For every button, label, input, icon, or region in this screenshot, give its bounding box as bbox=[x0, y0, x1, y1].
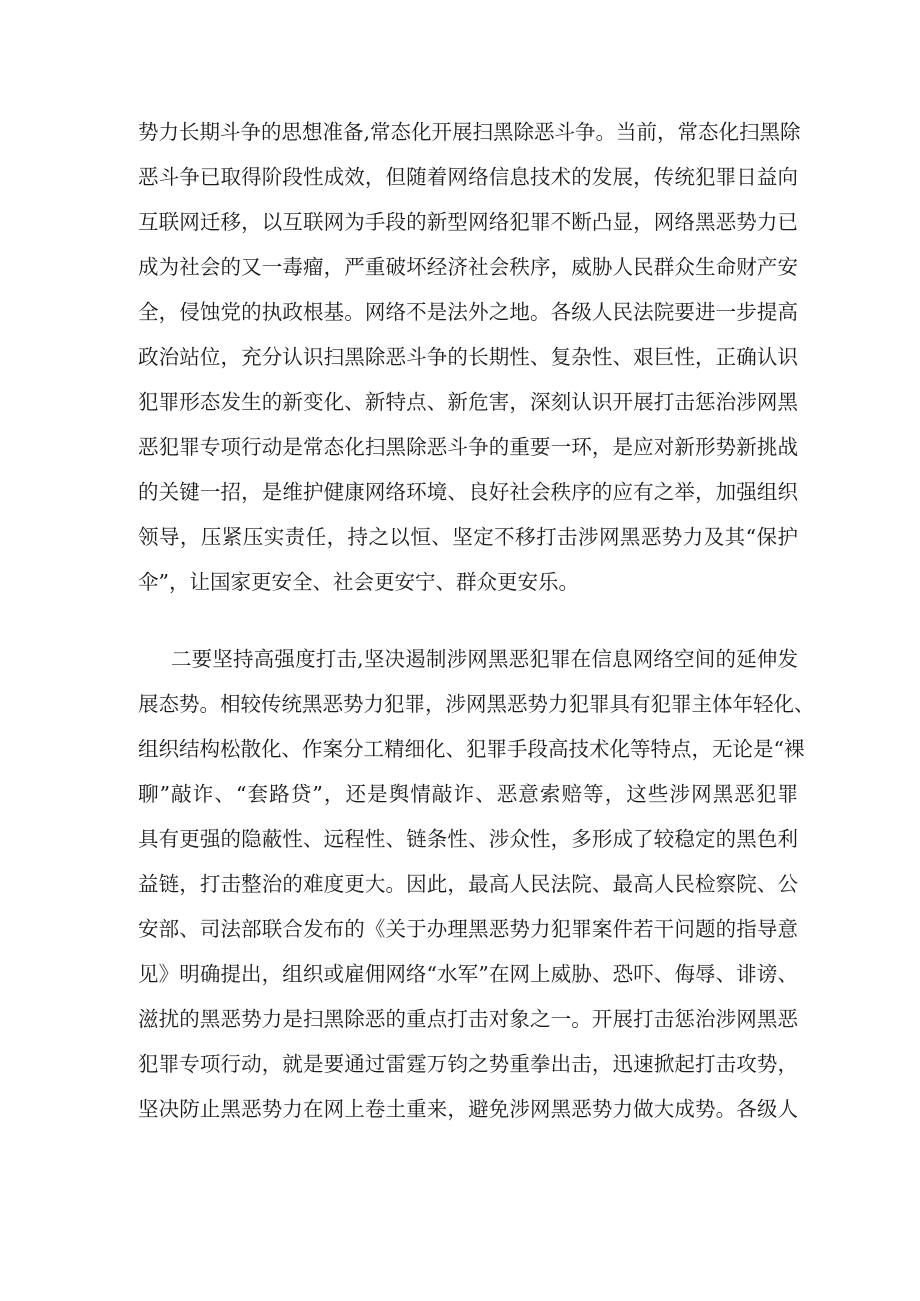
paragraph-line: 互联网迁移，以互联网为手段的新型网络犯罪不断凸显，网络黑恶势力已 bbox=[138, 210, 798, 234]
paragraph-line: 滋扰的黑恶势力是扫黑除恶的重点打击对象之一。开展打击惩治涉网黑恶 bbox=[138, 1007, 798, 1031]
paragraph-line: 坚决防止黑恶势力在网上卷土重来，避免涉网黑恶势力做大成势。各级人 bbox=[138, 1097, 798, 1121]
paragraph-2 bbox=[138, 637, 815, 1132]
paragraph-line: 益链，打击整治的难度更大。因此，最高人民法院、最高人民检察院、公 bbox=[138, 872, 798, 896]
paragraph-line: 组织结构松散化、作案分工精细化、犯罪手段高技术化等特点，无论是“裸 bbox=[138, 737, 805, 761]
paragraph-line: 见》明确提出，组织或雇佣网络“水军”在网上威胁、恐吓、侮辱、诽谤、 bbox=[138, 962, 798, 986]
paragraph-line: 展态势。相较传统黑恶势力犯罪，涉网黑恶势力犯罪具有犯罪主体年轻化、 bbox=[138, 692, 815, 716]
paragraph-line: 聊”敲诈、“套路贷”，还是舆情敲诈、恶意索赔等，这些涉网黑恶犯罪 bbox=[138, 782, 798, 806]
paragraph-line: 恶斗争已取得阶段性成效，但随着网络信息技术的发展，传统犯罪日益向 bbox=[138, 165, 798, 189]
paragraph-1 bbox=[138, 110, 801, 605]
paragraph-line: 成为社会的又一毒瘤，严重破坏经济社会秩序，威胁人民群众生命财产安 bbox=[138, 255, 798, 279]
paragraph-line: 安部、司法部联合发布的《关于办理黑恶势力犯罪案件若干问题的指导意 bbox=[138, 917, 798, 941]
paragraph-line: 恶犯罪专项行动是常态化扫黑除恶斗争的重要一环，是应对新形势新挑战 bbox=[138, 435, 798, 459]
paragraph-line: 政治站位，充分认识扫黑除恶斗争的长期性、复杂性、艰巨性，正确认识 bbox=[138, 345, 798, 369]
paragraph-line: 领导，压紧压实责任，持之以恒、坚定不移打击涉网黑恶势力及其“保护 bbox=[138, 525, 798, 549]
paragraph-line: 具有更强的隐蔽性、远程性、链条性、涉众性，多形成了较稳定的黑色利 bbox=[138, 827, 798, 851]
paragraph-line: 犯罪形态发生的新变化、新特点、新危害，深刻认识开展打击惩治涉网黑 bbox=[138, 390, 798, 414]
paragraph-line: 势力长期斗争的思想准备,常态化开展扫黑除恶斗争。当前，常态化扫黑除 bbox=[138, 120, 801, 144]
paragraph-line: 全，侵蚀党的执政根基。网络不是法外之地。各级人民法院要进一步提高 bbox=[138, 300, 798, 324]
paragraph-line: 伞”，让国家更安全、社会更安宁、群众更安乐。 bbox=[138, 570, 579, 594]
paragraph-line: 二要坚持高强度打击,坚决遏制涉网黑恶犯罪在信息网络空间的延伸发 bbox=[171, 647, 798, 671]
paragraph-line: 的关键一招，是维护健康网络环境、良好社会秩序的应有之举，加强组织 bbox=[138, 480, 798, 504]
paragraph-line: 犯罪专项行动，就是要通过雷霆万钧之势重拳出击，迅速掀起打击攻势， bbox=[138, 1052, 798, 1076]
